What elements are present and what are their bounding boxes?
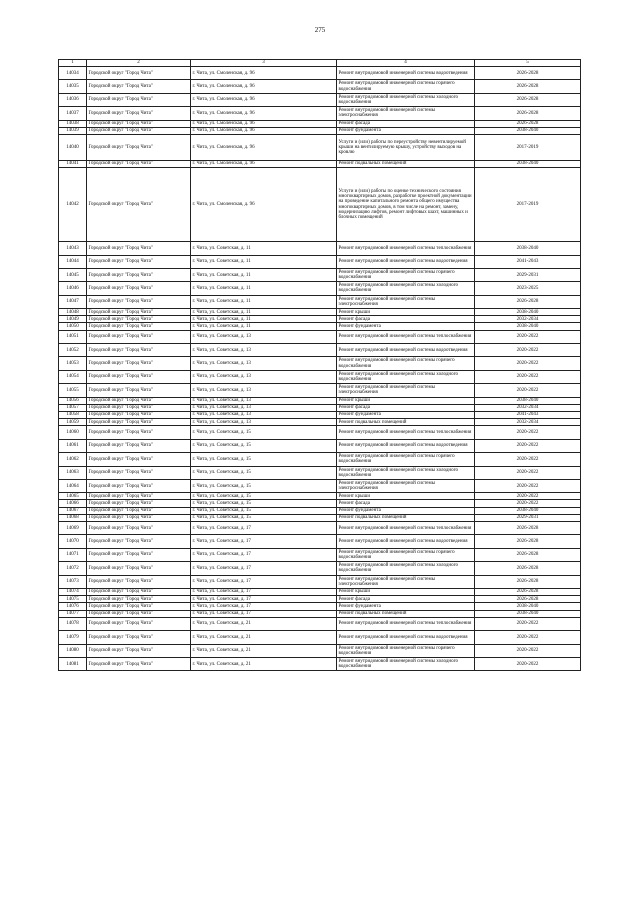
- municipality-cell: Городской округ "Город Чита": [87, 93, 191, 106]
- table-row: [59, 93, 581, 106]
- period-cell: 2038-2040: [475, 160, 581, 167]
- work-type-cell: Ремонт внутридомовой инженерной системы водоотведения: [337, 67, 475, 80]
- header-col-5: 5: [475, 60, 581, 67]
- address-cell: г. Чита, ул. Советская, д. 13: [191, 397, 337, 404]
- period-cell: 2029-2031: [475, 514, 581, 521]
- address-cell: г. Чита, ул. Советская, д. 13: [191, 357, 337, 370]
- municipality-cell: Городской округ "Город Чита": [87, 500, 191, 507]
- table-row: [59, 500, 581, 507]
- row-number: 14068: [59, 514, 87, 521]
- table-row: [59, 596, 581, 603]
- table-row: [59, 242, 581, 255]
- work-type-cell: Ремонт фундамента: [337, 127, 475, 134]
- period-cell: 2032-2034: [475, 316, 581, 323]
- municipality-cell: Городской округ "Город Чита": [87, 535, 191, 548]
- period-cell: 2017-2019: [475, 168, 581, 242]
- row-number: 14043: [59, 242, 87, 255]
- address-cell: г. Чита, ул. Советская, д. 13: [191, 344, 337, 357]
- work-type-cell: Ремонт внутридомовой инженерной системы теплоснабжения: [337, 617, 475, 630]
- table-row: [59, 357, 581, 370]
- municipality-cell: Городской округ "Город Чита": [87, 168, 191, 242]
- row-number: 14035: [59, 80, 87, 93]
- municipality-cell: Городской округ "Город Чита": [87, 127, 191, 134]
- table-row: [59, 466, 581, 479]
- municipality-cell: Городской округ "Город Чита": [87, 323, 191, 330]
- period-cell: 2020-2022: [475, 466, 581, 479]
- table-row: [59, 507, 581, 514]
- address-cell: г. Чита, ул. Советская, д. 11: [191, 255, 337, 268]
- period-cell: 2041-2043: [475, 411, 581, 418]
- row-number: 14059: [59, 419, 87, 426]
- address-cell: г. Чита, ул. Смоленская, д. 96: [191, 120, 337, 127]
- address-cell: г. Чита, ул. Смоленская, д. 96: [191, 134, 337, 160]
- municipality-cell: Городской округ "Город Чита": [87, 357, 191, 370]
- work-type-cell: Ремонт внутридомовой инженерной системы горячего водоснабжения: [337, 268, 475, 281]
- work-type-cell: Услуги и (или) работы по переустройству невентилируемой крыши на вентилируемую крышу, устройству выходов на кровлю: [337, 134, 475, 160]
- period-cell: 2038-2040: [475, 610, 581, 617]
- work-type-cell: Ремонт подвальных помещений: [337, 514, 475, 521]
- row-number: 14067: [59, 507, 87, 514]
- period-cell: 2026-2028: [475, 93, 581, 106]
- table-header: [59, 60, 581, 67]
- address-cell: г. Чита, ул. Советская, д. 11: [191, 323, 337, 330]
- table-row: [59, 134, 581, 160]
- table-row: [59, 255, 581, 268]
- municipality-cell: Городской округ "Город Чита": [87, 344, 191, 357]
- work-type-cell: Ремонт внутридомовой инженерной системы горячего водоснабжения: [337, 644, 475, 657]
- address-cell: г. Чита, ул. Советская, д. 11: [191, 282, 337, 295]
- work-type-cell: Ремонт внутридомовой инженерной системы водоотведения: [337, 439, 475, 452]
- address-cell: г. Чита, ул. Советская, д. 17: [191, 610, 337, 617]
- address-cell: г. Чита, ул. Смоленская, д. 96: [191, 107, 337, 120]
- address-cell: г. Чита, ул. Советская, д. 21: [191, 657, 337, 670]
- municipality-cell: Городской округ "Город Чита": [87, 316, 191, 323]
- period-cell: 2026-2028: [475, 80, 581, 93]
- table-row: [59, 168, 581, 242]
- address-cell: г. Чита, ул. Советская, д. 15: [191, 493, 337, 500]
- page-number: 275: [314, 26, 326, 34]
- address-cell: г. Чита, ул. Смоленская, д. 96: [191, 127, 337, 134]
- municipality-cell: Городской округ "Город Чита": [87, 80, 191, 93]
- address-cell: г. Чита, ул. Советская, д. 15: [191, 514, 337, 521]
- municipality-cell: Городской округ "Город Чита": [87, 411, 191, 418]
- table-body: [59, 67, 581, 671]
- work-type-cell: Ремонт внутридомовой инженерной системы электроснабжения: [337, 479, 475, 492]
- work-type-cell: Ремонт фундамента: [337, 603, 475, 610]
- municipality-cell: Городской округ "Город Чита": [87, 507, 191, 514]
- row-number: 14038: [59, 120, 87, 127]
- municipality-cell: Городской округ "Город Чита": [87, 255, 191, 268]
- header-col-1: 1: [59, 60, 87, 67]
- address-cell: г. Чита, ул. Советская, д. 17: [191, 589, 337, 596]
- row-number: 14078: [59, 617, 87, 630]
- capital-repair-table: [58, 59, 581, 671]
- row-number: 14049: [59, 316, 87, 323]
- work-type-cell: Ремонт подвальных помещений: [337, 160, 475, 167]
- period-cell: 2026-2028: [475, 535, 581, 548]
- header-col-3: 3: [191, 60, 337, 67]
- period-cell: 2020-2022: [475, 479, 581, 492]
- row-number: 14050: [59, 323, 87, 330]
- work-type-cell: Ремонт внутридомовой инженерной системы водоотведения: [337, 631, 475, 644]
- period-cell: 2020-2022: [475, 617, 581, 630]
- period-cell: 2020-2022: [475, 357, 581, 370]
- municipality-cell: Городской округ "Город Чита": [87, 295, 191, 308]
- period-cell: 2026-2028: [475, 522, 581, 535]
- work-type-cell: Ремонт внутридомовой инженерной системы горячего водоснабжения: [337, 453, 475, 466]
- work-type-cell: Ремонт крыши: [337, 309, 475, 316]
- municipality-cell: Городской округ "Город Чита": [87, 453, 191, 466]
- municipality-cell: Городской округ "Город Чита": [87, 134, 191, 160]
- table-row: [59, 479, 581, 492]
- row-number: 14080: [59, 644, 87, 657]
- municipality-cell: Городской округ "Город Чита": [87, 522, 191, 535]
- table-row: [59, 160, 581, 167]
- municipality-cell: Городской округ "Город Чита": [87, 603, 191, 610]
- work-type-cell: Ремонт внутридомовой инженерной системы теплоснабжения: [337, 330, 475, 343]
- row-number: 14071: [59, 548, 87, 561]
- work-type-cell: Ремонт крыши: [337, 589, 475, 596]
- table-row: [59, 426, 581, 439]
- period-cell: 2020-2022: [475, 453, 581, 466]
- address-cell: г. Чита, ул. Советская, д. 13: [191, 370, 337, 383]
- row-number: 14070: [59, 535, 87, 548]
- period-cell: 2032-2034: [475, 419, 581, 426]
- row-number: 14053: [59, 357, 87, 370]
- row-number: 14061: [59, 439, 87, 452]
- period-cell: 2026-2028: [475, 67, 581, 80]
- row-number: 14055: [59, 384, 87, 397]
- municipality-cell: Городской округ "Город Чита": [87, 589, 191, 596]
- table-row: [59, 309, 581, 316]
- row-number: 14072: [59, 562, 87, 575]
- address-cell: г. Чита, ул. Советская, д. 11: [191, 268, 337, 281]
- municipality-cell: Городской округ "Город Чита": [87, 384, 191, 397]
- row-number: 14081: [59, 657, 87, 670]
- address-cell: г. Чита, ул. Советская, д. 15: [191, 453, 337, 466]
- table-row: [59, 397, 581, 404]
- work-type-cell: Ремонт внутридомовой инженерной системы горячего водоснабжения: [337, 548, 475, 561]
- row-number: 14056: [59, 397, 87, 404]
- work-type-cell: Ремонт внутридомовой инженерной системы электроснабжения: [337, 575, 475, 588]
- address-cell: г. Чита, ул. Советская, д. 15: [191, 426, 337, 439]
- table-row: [59, 295, 581, 308]
- period-cell: 2029-2031: [475, 268, 581, 281]
- work-type-cell: Ремонт внутридомовой инженерной системы холодного водоснабжения: [337, 657, 475, 670]
- address-cell: г. Чита, ул. Смоленская, д. 96: [191, 80, 337, 93]
- row-number: 14051: [59, 330, 87, 343]
- period-cell: 2038-2040: [475, 507, 581, 514]
- address-cell: г. Чита, ул. Советская, д. 15: [191, 439, 337, 452]
- address-cell: г. Чита, ул. Смоленская, д. 96: [191, 93, 337, 106]
- municipality-cell: Городской округ "Город Чита": [87, 439, 191, 452]
- address-cell: г. Чита, ул. Советская, д. 17: [191, 535, 337, 548]
- work-type-cell: Ремонт внутридомовой инженерной системы горячего водоснабжения: [337, 357, 475, 370]
- table-row: [59, 522, 581, 535]
- work-type-cell: Ремонт фасада: [337, 316, 475, 323]
- table-row: [59, 330, 581, 343]
- table-row: [59, 575, 581, 588]
- header-row: [59, 60, 581, 67]
- municipality-cell: Городской округ "Город Чита": [87, 562, 191, 575]
- row-number: 14052: [59, 344, 87, 357]
- work-type-cell: Ремонт внутридомовой инженерной системы горячего водоснабжения: [337, 80, 475, 93]
- period-cell: 2020-2022: [475, 330, 581, 343]
- row-number: 14075: [59, 596, 87, 603]
- municipality-cell: Городской округ "Город Чита": [87, 657, 191, 670]
- municipality-cell: Городской округ "Город Чита": [87, 404, 191, 411]
- period-cell: 2020-2022: [475, 370, 581, 383]
- row-number: 14047: [59, 295, 87, 308]
- municipality-cell: Городской округ "Город Чита": [87, 120, 191, 127]
- row-number: 14069: [59, 522, 87, 535]
- municipality-cell: Городской округ "Город Чита": [87, 268, 191, 281]
- address-cell: г. Чита, ул. Советская, д. 21: [191, 617, 337, 630]
- work-type-cell: Ремонт внутридомовой инженерной системы теплоснабжения: [337, 426, 475, 439]
- municipality-cell: Городской округ "Город Чита": [87, 466, 191, 479]
- table-row: [59, 610, 581, 617]
- table-row: [59, 370, 581, 383]
- row-number: 14041: [59, 160, 87, 167]
- work-type-cell: Ремонт внутридомовой инженерной системы водоотведения: [337, 255, 475, 268]
- period-cell: 2020-2022: [475, 500, 581, 507]
- work-type-cell: Ремонт внутридомовой инженерной системы электроснабжения: [337, 384, 475, 397]
- table-row: [59, 562, 581, 575]
- work-type-cell: Ремонт фасада: [337, 596, 475, 603]
- table-row: [59, 631, 581, 644]
- municipality-cell: Городской округ "Город Чита": [87, 309, 191, 316]
- period-cell: 2020-2022: [475, 384, 581, 397]
- row-number: 14066: [59, 500, 87, 507]
- table-row: [59, 493, 581, 500]
- address-cell: г. Чита, ул. Смоленская, д. 96: [191, 160, 337, 167]
- row-number: 14054: [59, 370, 87, 383]
- address-cell: г. Чита, ул. Советская, д. 13: [191, 411, 337, 418]
- work-type-cell: Ремонт внутридомовой инженерной системы холодного водоснабжения: [337, 282, 475, 295]
- table-row: [59, 617, 581, 630]
- table-row: [59, 80, 581, 93]
- work-type-cell: Ремонт фундамента: [337, 411, 475, 418]
- work-type-cell: Ремонт внутридомовой инженерной системы холодного водоснабжения: [337, 93, 475, 106]
- municipality-cell: Городской округ "Город Чита": [87, 426, 191, 439]
- work-type-cell: Ремонт крыши: [337, 397, 475, 404]
- header-col-4: 4: [337, 60, 475, 67]
- work-type-cell: Ремонт внутридомовой инженерной системы водоотведения: [337, 344, 475, 357]
- table-row: [59, 411, 581, 418]
- table-row: [59, 67, 581, 80]
- period-cell: 2026-2028: [475, 120, 581, 127]
- table-row: [59, 127, 581, 134]
- period-cell: 2041-2043: [475, 255, 581, 268]
- row-number: 14040: [59, 134, 87, 160]
- address-cell: г. Чита, ул. Советская, д. 15: [191, 500, 337, 507]
- work-type-cell: Ремонт внутридомовой инженерной системы теплоснабжения: [337, 242, 475, 255]
- address-cell: г. Чита, ул. Советская, д. 13: [191, 384, 337, 397]
- municipality-cell: Городской округ "Город Чита": [87, 370, 191, 383]
- row-number: 14057: [59, 404, 87, 411]
- period-cell: 2038-2040: [475, 127, 581, 134]
- period-cell: 2026-2028: [475, 575, 581, 588]
- period-cell: 2038-2040: [475, 323, 581, 330]
- table-row: [59, 439, 581, 452]
- period-cell: 2020-2022: [475, 631, 581, 644]
- table-row: [59, 589, 581, 596]
- municipality-cell: Городской округ "Город Чита": [87, 596, 191, 603]
- municipality-cell: Городской округ "Город Чита": [87, 282, 191, 295]
- period-cell: 2020-2022: [475, 344, 581, 357]
- row-number: 14064: [59, 479, 87, 492]
- period-cell: 2026-2028: [475, 107, 581, 120]
- municipality-cell: Городской округ "Город Чита": [87, 610, 191, 617]
- address-cell: г. Чита, ул. Советская, д. 15: [191, 479, 337, 492]
- table-row: [59, 268, 581, 281]
- row-number: 14037: [59, 107, 87, 120]
- address-cell: г. Чита, ул. Смоленская, д. 96: [191, 168, 337, 242]
- row-number: 14048: [59, 309, 87, 316]
- municipality-cell: Городской округ "Город Чита": [87, 493, 191, 500]
- municipality-cell: Городской округ "Город Чита": [87, 242, 191, 255]
- period-cell: 2026-2028: [475, 548, 581, 561]
- table-row: [59, 282, 581, 295]
- row-number: 14062: [59, 453, 87, 466]
- municipality-cell: Городской округ "Город Чита": [87, 107, 191, 120]
- work-type-cell: Ремонт внутридомовой инженерной системы электроснабжения: [337, 295, 475, 308]
- municipality-cell: Городской округ "Город Чита": [87, 67, 191, 80]
- table-row: [59, 107, 581, 120]
- address-cell: г. Чита, ул. Советская, д. 17: [191, 548, 337, 561]
- address-cell: г. Чита, ул. Советская, д. 17: [191, 562, 337, 575]
- row-number: 14058: [59, 411, 87, 418]
- municipality-cell: Городской округ "Город Чита": [87, 419, 191, 426]
- address-cell: г. Чита, ул. Советская, д. 13: [191, 404, 337, 411]
- period-cell: 2017-2019: [475, 134, 581, 160]
- period-cell: 2020-2022: [475, 644, 581, 657]
- municipality-cell: Городской округ "Город Чита": [87, 617, 191, 630]
- table-row: [59, 453, 581, 466]
- address-cell: г. Чита, ул. Советская, д. 15: [191, 466, 337, 479]
- row-number: 14074: [59, 589, 87, 596]
- work-type-cell: Ремонт внутридомовой инженерной системы водоотведения: [337, 535, 475, 548]
- work-type-cell: Ремонт фасада: [337, 404, 475, 411]
- period-cell: 2032-2034: [475, 404, 581, 411]
- period-cell: 2038-2040: [475, 397, 581, 404]
- address-cell: г. Чита, ул. Советская, д. 21: [191, 631, 337, 644]
- table-row: [59, 316, 581, 323]
- work-type-cell: Ремонт внутридомовой инженерной системы электроснабжения: [337, 107, 475, 120]
- table-row: [59, 344, 581, 357]
- row-number: 14065: [59, 493, 87, 500]
- address-cell: г. Чита, ул. Советская, д. 17: [191, 575, 337, 588]
- header-col-2: 2: [87, 60, 191, 67]
- address-cell: г. Чита, ул. Советская, д. 13: [191, 330, 337, 343]
- municipality-cell: Городской округ "Город Чита": [87, 631, 191, 644]
- period-cell: 2023-2025: [475, 282, 581, 295]
- period-cell: 2038-2040: [475, 603, 581, 610]
- period-cell: 2038-2040: [475, 309, 581, 316]
- period-cell: 2026-2028: [475, 589, 581, 596]
- period-cell: 2020-2022: [475, 439, 581, 452]
- municipality-cell: Городской округ "Город Чита": [87, 397, 191, 404]
- work-type-cell: Ремонт крыши: [337, 493, 475, 500]
- table-row: [59, 384, 581, 397]
- address-cell: г. Чита, ул. Советская, д. 17: [191, 596, 337, 603]
- row-number: 14079: [59, 631, 87, 644]
- address-cell: г. Чита, ул. Смоленская, д. 96: [191, 67, 337, 80]
- table-row: [59, 120, 581, 127]
- period-cell: 2026-2028: [475, 596, 581, 603]
- municipality-cell: Городской округ "Город Чита": [87, 514, 191, 521]
- row-number: 14039: [59, 127, 87, 134]
- period-cell: 2020-2022: [475, 657, 581, 670]
- table-row: [59, 548, 581, 561]
- work-type-cell: Ремонт внутридомовой инженерной системы холодного водоснабжения: [337, 562, 475, 575]
- address-cell: г. Чита, ул. Советская, д. 21: [191, 644, 337, 657]
- row-number: 14060: [59, 426, 87, 439]
- municipality-cell: Городской округ "Город Чита": [87, 575, 191, 588]
- table-row: [59, 323, 581, 330]
- address-cell: г. Чита, ул. Советская, д. 15: [191, 507, 337, 514]
- municipality-cell: Городской округ "Город Чита": [87, 548, 191, 561]
- table-row: [59, 644, 581, 657]
- table-row: [59, 514, 581, 521]
- work-type-cell: Ремонт фасада: [337, 120, 475, 127]
- table-row: [59, 404, 581, 411]
- address-cell: г. Чита, ул. Советская, д. 11: [191, 295, 337, 308]
- address-cell: г. Чита, ул. Советская, д. 11: [191, 309, 337, 316]
- municipality-cell: Городской округ "Город Чита": [87, 479, 191, 492]
- address-cell: г. Чита, ул. Советская, д. 11: [191, 316, 337, 323]
- address-cell: г. Чита, ул. Советская, д. 13: [191, 419, 337, 426]
- row-number: 14046: [59, 282, 87, 295]
- work-type-cell: Ремонт подвальных помещений: [337, 419, 475, 426]
- table-row: [59, 535, 581, 548]
- address-cell: г. Чита, ул. Советская, д. 17: [191, 522, 337, 535]
- row-number: 14036: [59, 93, 87, 106]
- row-number: 14034: [59, 67, 87, 80]
- period-cell: 2020-2022: [475, 493, 581, 500]
- work-type-cell: Ремонт внутридомовой инженерной системы теплоснабжения: [337, 522, 475, 535]
- period-cell: 2026-2028: [475, 295, 581, 308]
- work-type-cell: Ремонт фундамента: [337, 507, 475, 514]
- work-type-cell: Ремонт внутридомовой инженерной системы холодного водоснабжения: [337, 370, 475, 383]
- address-cell: г. Чита, ул. Советская, д. 17: [191, 603, 337, 610]
- row-number: 14045: [59, 268, 87, 281]
- row-number: 14042: [59, 168, 87, 242]
- municipality-cell: Городской округ "Город Чита": [87, 160, 191, 167]
- table-row: [59, 603, 581, 610]
- work-type-cell: Ремонт фасада: [337, 500, 475, 507]
- work-type-cell: Ремонт внутридомовой инженерной системы холодного водоснабжения: [337, 466, 475, 479]
- work-type-cell: Услуги и (или) работы по оценке технического состояния многоквартирных домов, разработке проектной документации на проведение капитального ремонта общего имущества многоквартирных домов, в том числе на ремонт, замену, модернизацию лифтов, ремонт лифтовых шахт, машинных и блочных помещений: [337, 168, 475, 242]
- work-type-cell: Ремонт подвальных помещений: [337, 610, 475, 617]
- work-type-cell: Ремонт фундамента: [337, 323, 475, 330]
- row-number: 14044: [59, 255, 87, 268]
- period-cell: 2020-2022: [475, 426, 581, 439]
- row-number: 14073: [59, 575, 87, 588]
- table-row: [59, 657, 581, 670]
- period-cell: 2038-2040: [475, 242, 581, 255]
- municipality-cell: Городской округ "Город Чита": [87, 644, 191, 657]
- row-number: 14076: [59, 603, 87, 610]
- row-number: 14077: [59, 610, 87, 617]
- period-cell: 2026-2028: [475, 562, 581, 575]
- table-row: [59, 419, 581, 426]
- municipality-cell: Городской округ "Город Чита": [87, 330, 191, 343]
- address-cell: г. Чита, ул. Советская, д. 11: [191, 242, 337, 255]
- row-number: 14063: [59, 466, 87, 479]
